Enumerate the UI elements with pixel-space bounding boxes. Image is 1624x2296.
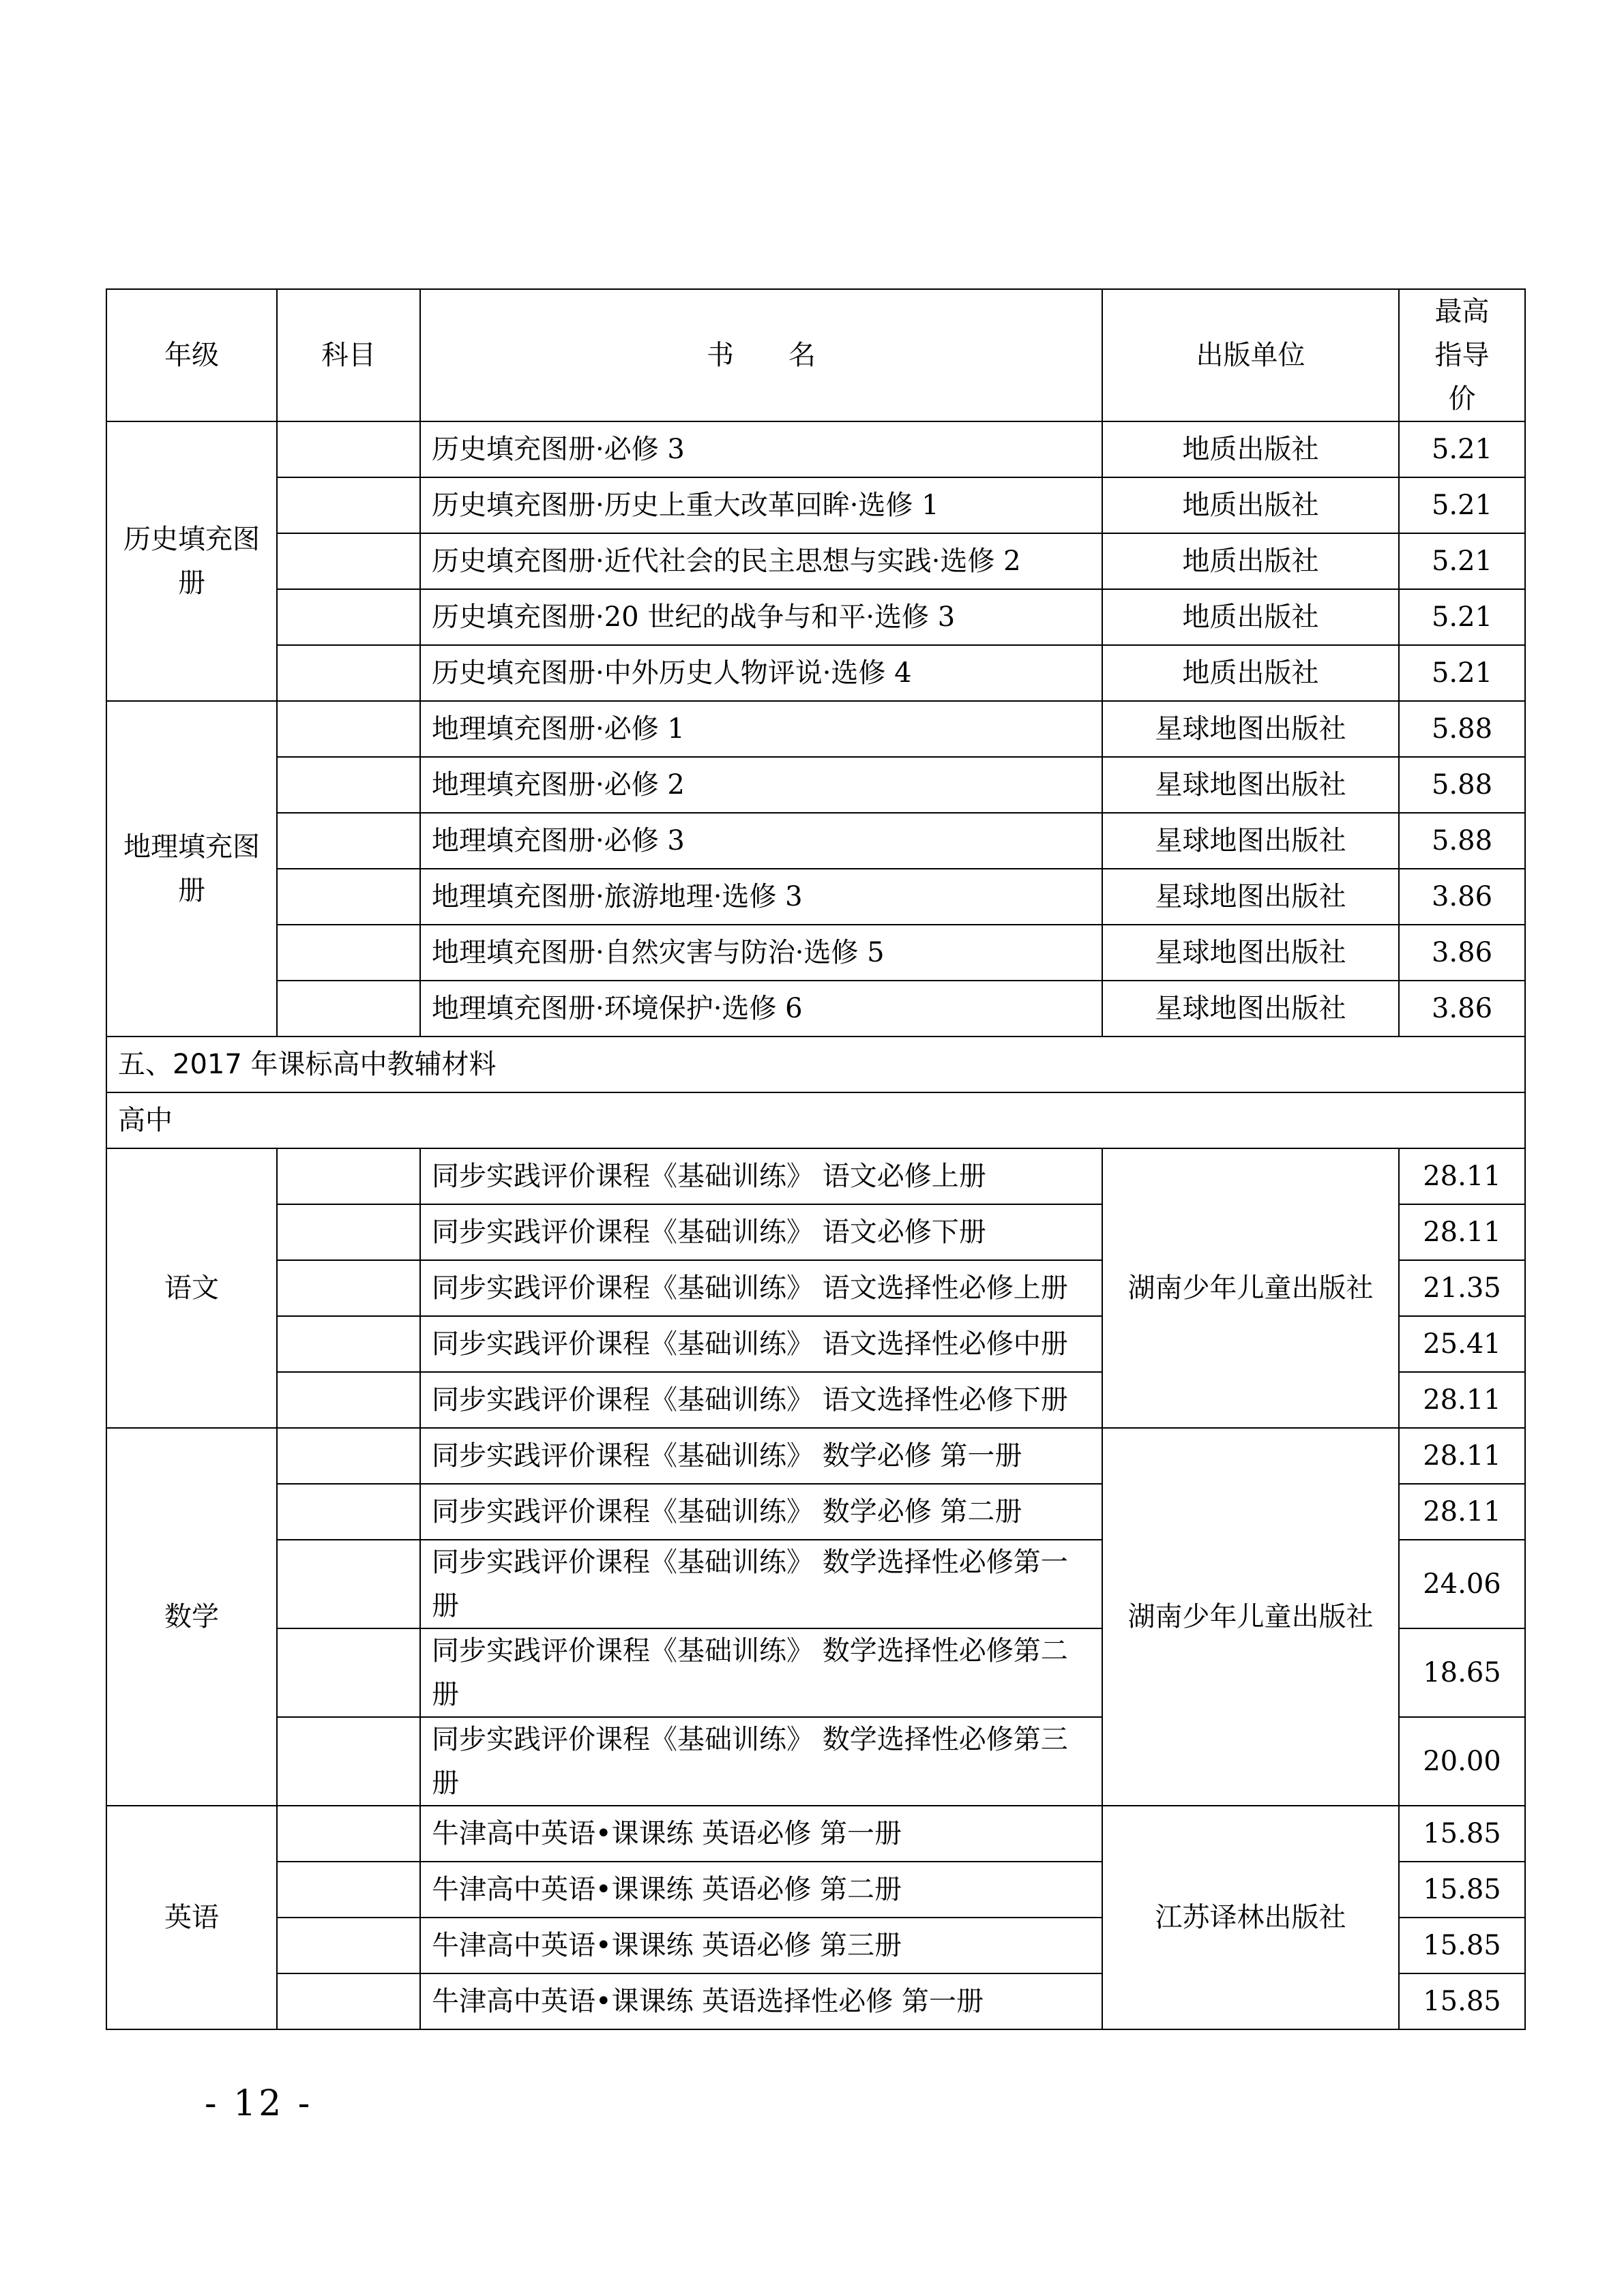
title-cell: 地理填充图册·必修 1 [420,701,1102,757]
price-cell: 28.11 [1399,1148,1525,1204]
subject-cell [277,1316,420,1372]
publisher-cell: 地质出版社 [1102,645,1399,701]
title-cell: 同步实践评价课程《基础训练》 语文必修下册 [420,1204,1102,1260]
grade-cell: 语文 [106,1148,277,1428]
table-row [106,981,1525,1037]
subject-cell [277,701,420,757]
title-cell: 历史填充图册·中外历史人物评说·选修 4 [420,645,1102,701]
price-cell: 3.86 [1399,869,1525,925]
publisher-cell: 地质出版社 [1102,533,1399,589]
section-heading: 五、2017 年课标高中教辅材料 [106,1037,1525,1092]
title-cell: 地理填充图册·旅游地理·选修 3 [420,869,1102,925]
subject-cell [277,1148,420,1204]
table-row [106,421,1525,477]
table-row [106,477,1525,533]
title-cell: 历史填充图册·必修 3 [420,421,1102,477]
title-cell: 地理填充图册·必修 3 [420,813,1102,869]
subject-cell [277,421,420,477]
page-number: - 12 - [205,2083,313,2124]
title-cell: 同步实践评价课程《基础训练》 数学选择性必修第三册 [420,1717,1102,1806]
price-cell: 15.85 [1399,1918,1525,1973]
header-price: 最高指导价 [1399,289,1525,421]
price-cell: 5.21 [1399,421,1525,477]
title-cell: 同步实践评价课程《基础训练》 语文必修上册 [420,1148,1102,1204]
grade-cell: 数学 [106,1428,277,1806]
title-cell: 同步实践评价课程《基础训练》 数学选择性必修第二册 [420,1628,1102,1717]
title-cell: 地理填充图册·必修 2 [420,757,1102,813]
title-cell: 同步实践评价课程《基础训练》 语文选择性必修中册 [420,1316,1102,1372]
title-cell: 同步实践评价课程《基础训练》 数学必修 第二册 [420,1484,1102,1540]
grade-cell: 历史填充图册 [106,421,277,701]
textbook-price-table [106,288,1526,2030]
subject-cell [277,1717,420,1806]
table-row [106,1148,1525,1204]
title-cell: 牛津高中英语•课课练 英语必修 第三册 [420,1918,1102,1973]
subject-cell [277,1973,420,2029]
publisher-cell: 星球地图出版社 [1102,981,1399,1037]
subject-cell [277,1862,420,1918]
subject-cell [277,1628,420,1717]
title-cell: 牛津高中英语•课课练 英语选择性必修 第一册 [420,1973,1102,2029]
title-cell: 同步实践评价课程《基础训练》 数学选择性必修第一册 [420,1540,1102,1628]
subject-cell [277,477,420,533]
price-cell: 28.11 [1399,1484,1525,1540]
table-row [106,701,1525,757]
subject-cell [277,1428,420,1484]
price-cell: 5.88 [1399,757,1525,813]
subject-cell [277,1204,420,1260]
price-cell: 15.85 [1399,1862,1525,1918]
publisher-cell: 星球地图出版社 [1102,813,1399,869]
price-cell: 5.88 [1399,813,1525,869]
title-cell: 同步实践评价课程《基础训练》 数学必修 第一册 [420,1428,1102,1484]
price-cell: 28.11 [1399,1204,1525,1260]
table-row [106,757,1525,813]
table-row [106,1806,1525,1862]
section-row [106,1037,1525,1092]
subject-cell [277,645,420,701]
subject-cell [277,1540,420,1628]
price-cell: 3.86 [1399,981,1525,1037]
table-row [106,925,1525,981]
title-cell: 历史填充图册·20 世纪的战争与和平·选修 3 [420,589,1102,645]
publisher-cell: 湖南少年儿童出版社 [1102,1428,1399,1806]
price-cell: 28.11 [1399,1428,1525,1484]
price-cell: 21.35 [1399,1260,1525,1316]
subject-cell [277,1918,420,1973]
publisher-cell: 地质出版社 [1102,421,1399,477]
header-title: 书 名 [420,289,1102,421]
publisher-cell: 湖南少年儿童出版社 [1102,1148,1399,1428]
subject-cell [277,589,420,645]
table-row [106,589,1525,645]
publisher-cell: 江苏译林出版社 [1102,1806,1399,2029]
subject-cell [277,869,420,925]
price-cell: 25.41 [1399,1316,1525,1372]
grade-cell: 英语 [106,1806,277,2029]
subject-cell [277,533,420,589]
table-row [106,645,1525,701]
price-cell: 28.11 [1399,1372,1525,1428]
header-publisher: 出版单位 [1102,289,1399,421]
title-cell: 地理填充图册·自然灾害与防治·选修 5 [420,925,1102,981]
price-cell: 5.21 [1399,589,1525,645]
table-row [106,1428,1525,1484]
price-cell: 20.00 [1399,1717,1525,1806]
price-cell: 3.86 [1399,925,1525,981]
subject-cell [277,981,420,1037]
publisher-cell: 星球地图出版社 [1102,757,1399,813]
subject-cell [277,757,420,813]
title-cell: 地理填充图册·环境保护·选修 6 [420,981,1102,1037]
price-cell: 18.65 [1399,1628,1525,1717]
publisher-cell: 星球地图出版社 [1102,701,1399,757]
subject-cell [277,1260,420,1316]
title-cell: 历史填充图册·历史上重大改革回眸·选修 1 [420,477,1102,533]
publisher-cell: 地质出版社 [1102,477,1399,533]
table-row [106,533,1525,589]
subsection-row [106,1092,1525,1148]
table-row [106,869,1525,925]
title-cell: 同步实践评价课程《基础训练》 语文选择性必修下册 [420,1372,1102,1428]
publisher-cell: 地质出版社 [1102,589,1399,645]
price-cell: 15.85 [1399,1973,1525,2029]
price-cell: 5.21 [1399,645,1525,701]
subject-cell [277,813,420,869]
grade-cell: 地理填充图册 [106,701,277,1037]
subject-cell [277,925,420,981]
price-cell: 5.21 [1399,477,1525,533]
subject-cell [277,1372,420,1428]
table-body [106,421,1525,2029]
header-grade: 年级 [106,289,277,421]
table-row [106,813,1525,869]
price-cell: 5.21 [1399,533,1525,589]
subsection-heading: 高中 [106,1092,1525,1148]
price-cell: 24.06 [1399,1540,1525,1628]
subject-cell [277,1484,420,1540]
publisher-cell: 星球地图出版社 [1102,925,1399,981]
subject-cell [277,1806,420,1862]
header-subject: 科目 [277,289,420,421]
publisher-cell: 星球地图出版社 [1102,869,1399,925]
title-cell: 同步实践评价课程《基础训练》 语文选择性必修上册 [420,1260,1102,1316]
header-row [106,289,1525,421]
title-cell: 牛津高中英语•课课练 英语必修 第一册 [420,1806,1102,1862]
title-cell: 牛津高中英语•课课练 英语必修 第二册 [420,1862,1102,1918]
price-cell: 5.88 [1399,701,1525,757]
title-cell: 历史填充图册·近代社会的民主思想与实践·选修 2 [420,533,1102,589]
price-cell: 15.85 [1399,1806,1525,1862]
